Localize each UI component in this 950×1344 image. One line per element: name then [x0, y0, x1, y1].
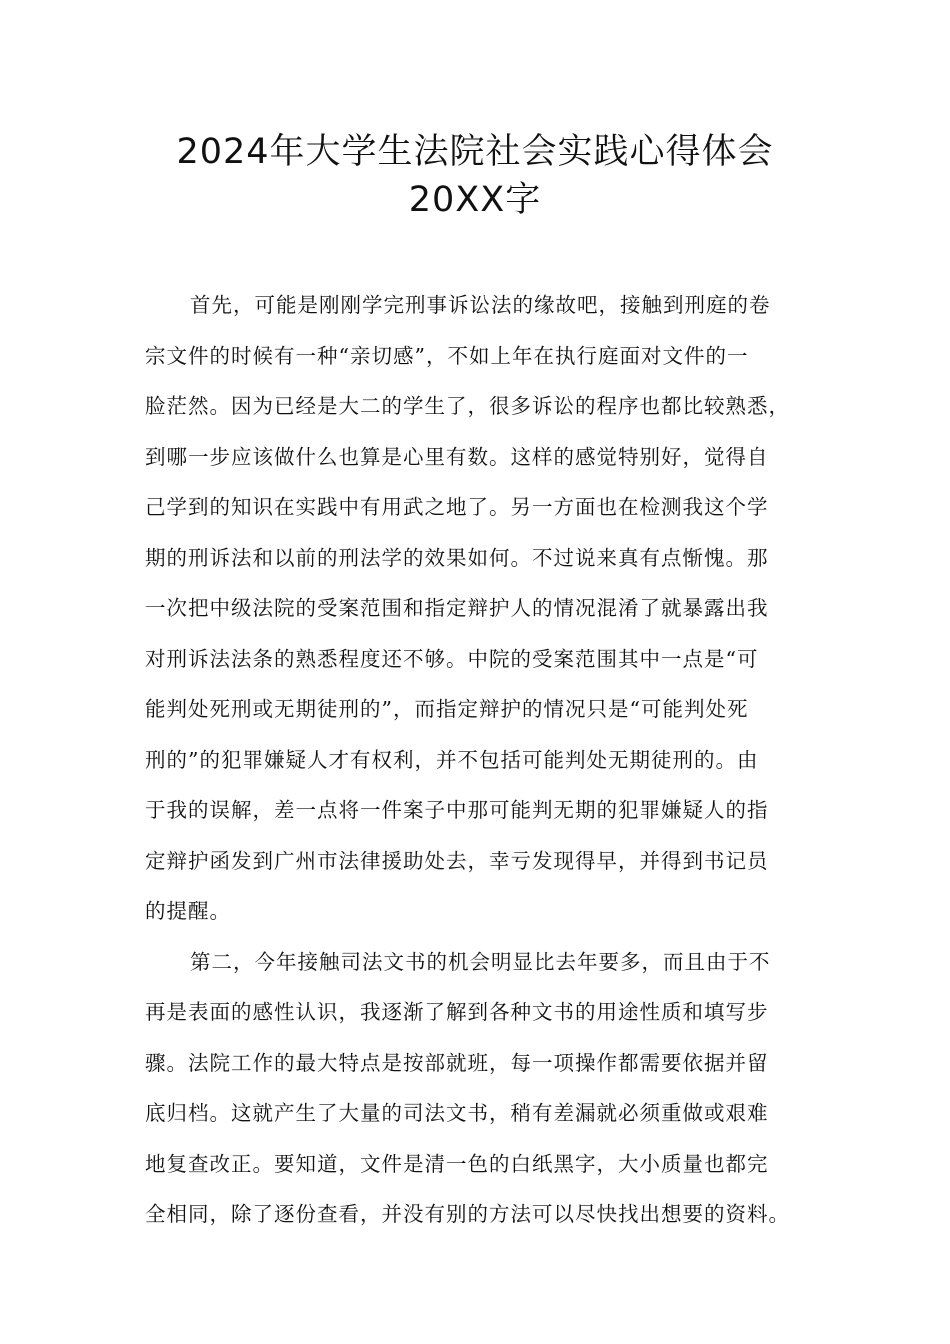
paragraph-line: 定辩护函发到广州市法律援助处去，幸亏发现得早，并得到书记员 — [145, 848, 769, 873]
paragraph-2 — [145, 937, 823, 1240]
paragraph-line: 刑的”的犯罪嫌疑人才有权利，并不包括可能判处无期徒刑的。由 — [145, 747, 759, 772]
paragraph-1 — [145, 280, 823, 937]
paragraph-line: 到哪一步应该做什么也算是心里有数。这样的感觉特别好，觉得自 — [145, 444, 769, 469]
paragraph-line: 一次把中级法院的受案范围和指定辩护人的情况混淆了就暴露出我 — [145, 596, 769, 620]
paragraph-line: 骤。法院工作的最大特点是按部就班，每一项操作都需要依据并留 — [145, 1050, 769, 1075]
paragraph-line: 于我的误解，差一点将一件案子中那可能判无期的犯罪嫌疑人的指 — [145, 798, 769, 822]
title-line: 2024年大学生法院社会实践心得体会 — [176, 132, 774, 172]
title-line: 20XX字 — [408, 180, 542, 220]
page-title — [0, 128, 950, 224]
paragraph-line: 的提醒。 — [145, 899, 231, 923]
paragraph-line: 地复查改正。要知道，文件是清一色的白纸黑字，大小质量也都完 — [145, 1151, 769, 1176]
paragraph-line: 首先，可能是刚刚学完刑事诉讼法的缘故吧，接触到刑庭的卷 — [190, 293, 771, 317]
paragraph-line: 期的刑诉法和以前的刑法学的效果如何。不过说来真有点惭愧。那 — [145, 545, 769, 570]
paragraph-line: 第二，今年接触司法文书的机会明显比去年要多，而且由于不 — [190, 949, 771, 974]
paragraph-line: 宗文件的时候有一种“亲切感”，不如上年在执行庭面对文件的一 — [145, 343, 749, 368]
paragraph-line: 全相同，除了逐份查看，并没有别的方法可以尽快找出想要的资料。 — [145, 1202, 790, 1226]
document-body — [145, 280, 823, 1240]
paragraph-line: 对刑诉法法条的熟悉程度还不够。中院的受案范围其中一点是“可 — [145, 646, 759, 671]
paragraph-line: 己学到的知识在实践中有用武之地了。另一方面也在检测我这个学 — [145, 495, 769, 519]
paragraph-line: 能判处死刑或无期徒刑的”，而指定辩护的情况只是“可能判处死 — [145, 697, 749, 721]
paragraph-line: 脸茫然。因为已经是大二的学生了，很多诉讼的程序也都比较熟悉， — [145, 394, 790, 418]
paragraph-line: 再是表面的感性认识，我逐渐了解到各种文书的用途性质和填写步 — [145, 1000, 769, 1024]
paragraph-line: 底归档。这就产生了大量的司法文书，稍有差漏就必须重做或艰难 — [145, 1101, 769, 1125]
